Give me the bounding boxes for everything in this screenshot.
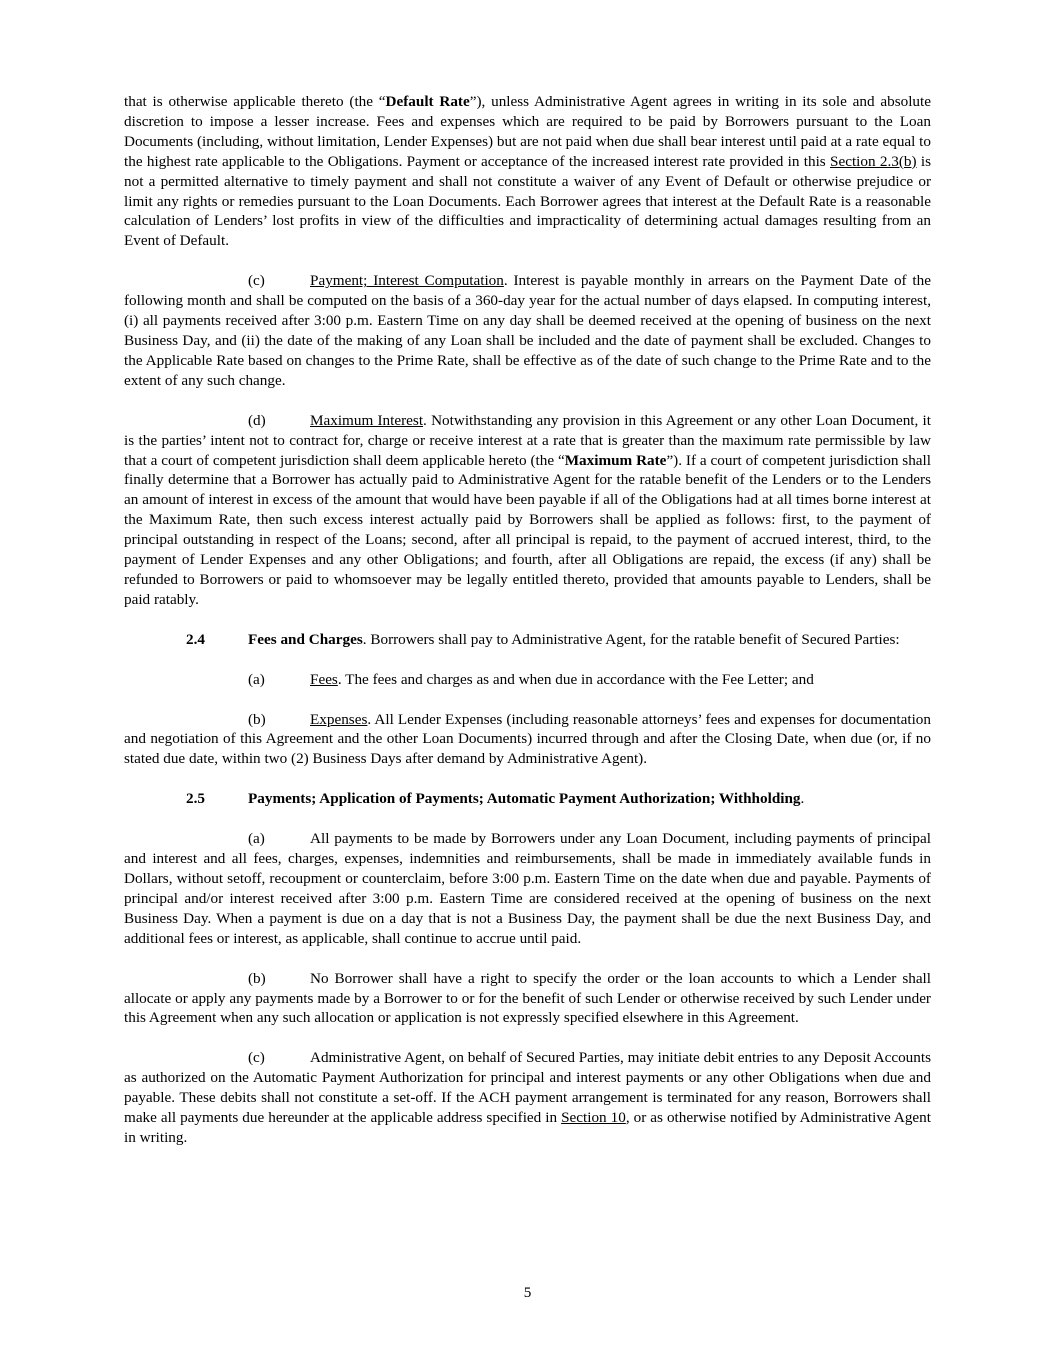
section-2-4-title: Fees and Charges bbox=[248, 630, 363, 648]
section-2-5-heading: 2.5 Payments; Application of Payments; Automatic Payment Authorization; Withholding. bbox=[186, 790, 805, 808]
heading-maximum-interest: Maximum Interest bbox=[310, 411, 424, 429]
heading-payment-interest-computation: Payment; Interest Computation bbox=[310, 272, 504, 290]
defined-term-maximum-rate: Maximum Rate bbox=[564, 451, 667, 469]
paragraph-fees: (a) Fees. The fees and charges as and when due in accordance with the Fee Letter; and bbox=[248, 670, 814, 688]
section-ref-2-3b: Section 2.3(b) bbox=[830, 152, 917, 170]
heading-fees: Fees bbox=[310, 670, 338, 688]
paragraph-payments-a: (a) All payments to be made by Borrowers under any Loan Document, including payments of principal and interest and all fees, charges, expenses, indemnities and reimbursements, shall be made in immediately available funds in Dollars, without setoff, recoupment or counterclaim, before 3:00 p.m. Eastern Time on the date when due and payable. Payments of principal and/or interest received after 3:00 p.m. Eastern Time are considered received at the opening of business on the next Business Day. When a payment is due on a day that is not a Business Day, the payment shall be due the next Business Day, and additional fees or interest, as applicable, shall continue to accrue until paid. bbox=[124, 830, 931, 947]
paragraph-default-rate: that is otherwise applicable thereto (the “Default Rate”), unless Administrative Agent agrees in writing in its sole and absolute discretion to impose a lesser increase. Fees and expenses which are required to be paid by Borrowers pursuant to the Loan Documents (including, without limitation, Lender Expenses) but are not paid when due shall bear interest until paid at a rate equal to the highest rate applicable to the Obligations. Payment or acceptance of the increased interest rate provided in this Section 2.3(b) is not a permitted alternative to timely payment and shall not constitute a waiver of any Event of Default or otherwise prejudice or limit any rights or remedies pursuant to the Loan Documents. Each Borrower agrees that interest at the Default Rate is a reasonable calculation of Lenders’ lost profits in view of the difficulties and impracticality of determining actual damages resulting from an Event of Default. bbox=[124, 93, 931, 250]
paragraph-maximum-interest: (d) Maximum Interest. Notwithstanding any provision in this Agreement or any other Loan Document, it is the parties’ intent not to contract for, charge or receive interest at a rate that is greater than the maximum rate permissible by law that a court of competent jurisdiction shall deem applicable hereto (the “Maximum Rate”). If a court of competent jurisdiction shall finally determine that a Borrower has actually paid to Administrative Agent for the ratable benefit of the Lenders or to the Lenders an amount of interest in excess of the amount that would have been payable if all of the Obligations had at all times borne interest at the Maximum Rate, then such excess interest actually paid by Borrowers shall be applied as follows: first, to the payment of principal outstanding in respect of the Loans; second, after all principal is repaid, to the payment of accrued interest, third, to the payment of Lender Expenses and any other Obligations; and fourth, after all Obligations are repaid, the excess (if any) shall be refunded to Borrowers or paid to whomsoever may be legally entitled thereto, provided that amounts payable to Lenders, shall be paid ratably. bbox=[124, 411, 931, 608]
heading-expenses: Expenses bbox=[310, 710, 368, 728]
paragraph-expenses: (b) Expenses. All Lender Expenses (including reasonable attorneys’ fees and expenses for documentation and negotiation of this Agreement and the other Loan Documents) incurred through and after the Closing Date, when due (or, if no stated due date, within two (2) Business Days after demand by Administrative Agent). bbox=[124, 710, 931, 768]
paragraph-payments-b: (b) No Borrower shall have a right to specify the order or the loan accounts to which a Lender shall allocate or apply any payments made by a Borrower to or for the benefit of such Lender or otherwise received by such Lender under this Agreement when any such allocation or application is not expressly specified elsewhere in this Agreement. bbox=[124, 969, 931, 1027]
section-2-5-title: Payments; Application of Payments; Automatic Payment Authorization; Withholding bbox=[248, 790, 801, 808]
paragraph-payments-c: (c) Administrative Agent, on behalf of Secured Parties, may initiate debit entries to any Deposit Accounts as authorized on the Automatic Payment Authorization for principal and interest payments or any other Obligations when due and payable. These debits shall not constitute a set-off. If the ACH payment arrangement is terminated for any reason, Borrowers shall make all payments due hereunder at the applicable address specified in Section 10, or as otherwise notified by Administrative Agent in writing. bbox=[124, 1049, 931, 1146]
page-number: 5 bbox=[523, 1284, 532, 1301]
document-page bbox=[124, 92, 931, 1148]
section-2-4-heading: 2.4 Fees and Charges. Borrowers shall pay to Administrative Agent, for the ratable benefit of Secured Parties: bbox=[186, 630, 900, 648]
section-ref-10: Section 10 bbox=[561, 1109, 626, 1127]
defined-term-default-rate: Default Rate bbox=[385, 93, 470, 110]
paragraph-payment-interest-computation: (c) Payment; Interest Computation. Interest is payable monthly in arrears on the Payment Date of the following month and shall be computed on the basis of a 360-day year for the actual number of days elapsed. In computing interest, (i) all payments received after 3:00 p.m. Eastern Time on any day shall be deemed received at the opening of business on the next Business Day, and (ii) the date of the making of any Loan shall be included and the date of payment shall be excluded. Changes to the Applicable Rate based on changes to the Prime Rate, shall be effective as of the date of such change to the Prime Rate and to the extent of any such change. bbox=[124, 272, 931, 389]
